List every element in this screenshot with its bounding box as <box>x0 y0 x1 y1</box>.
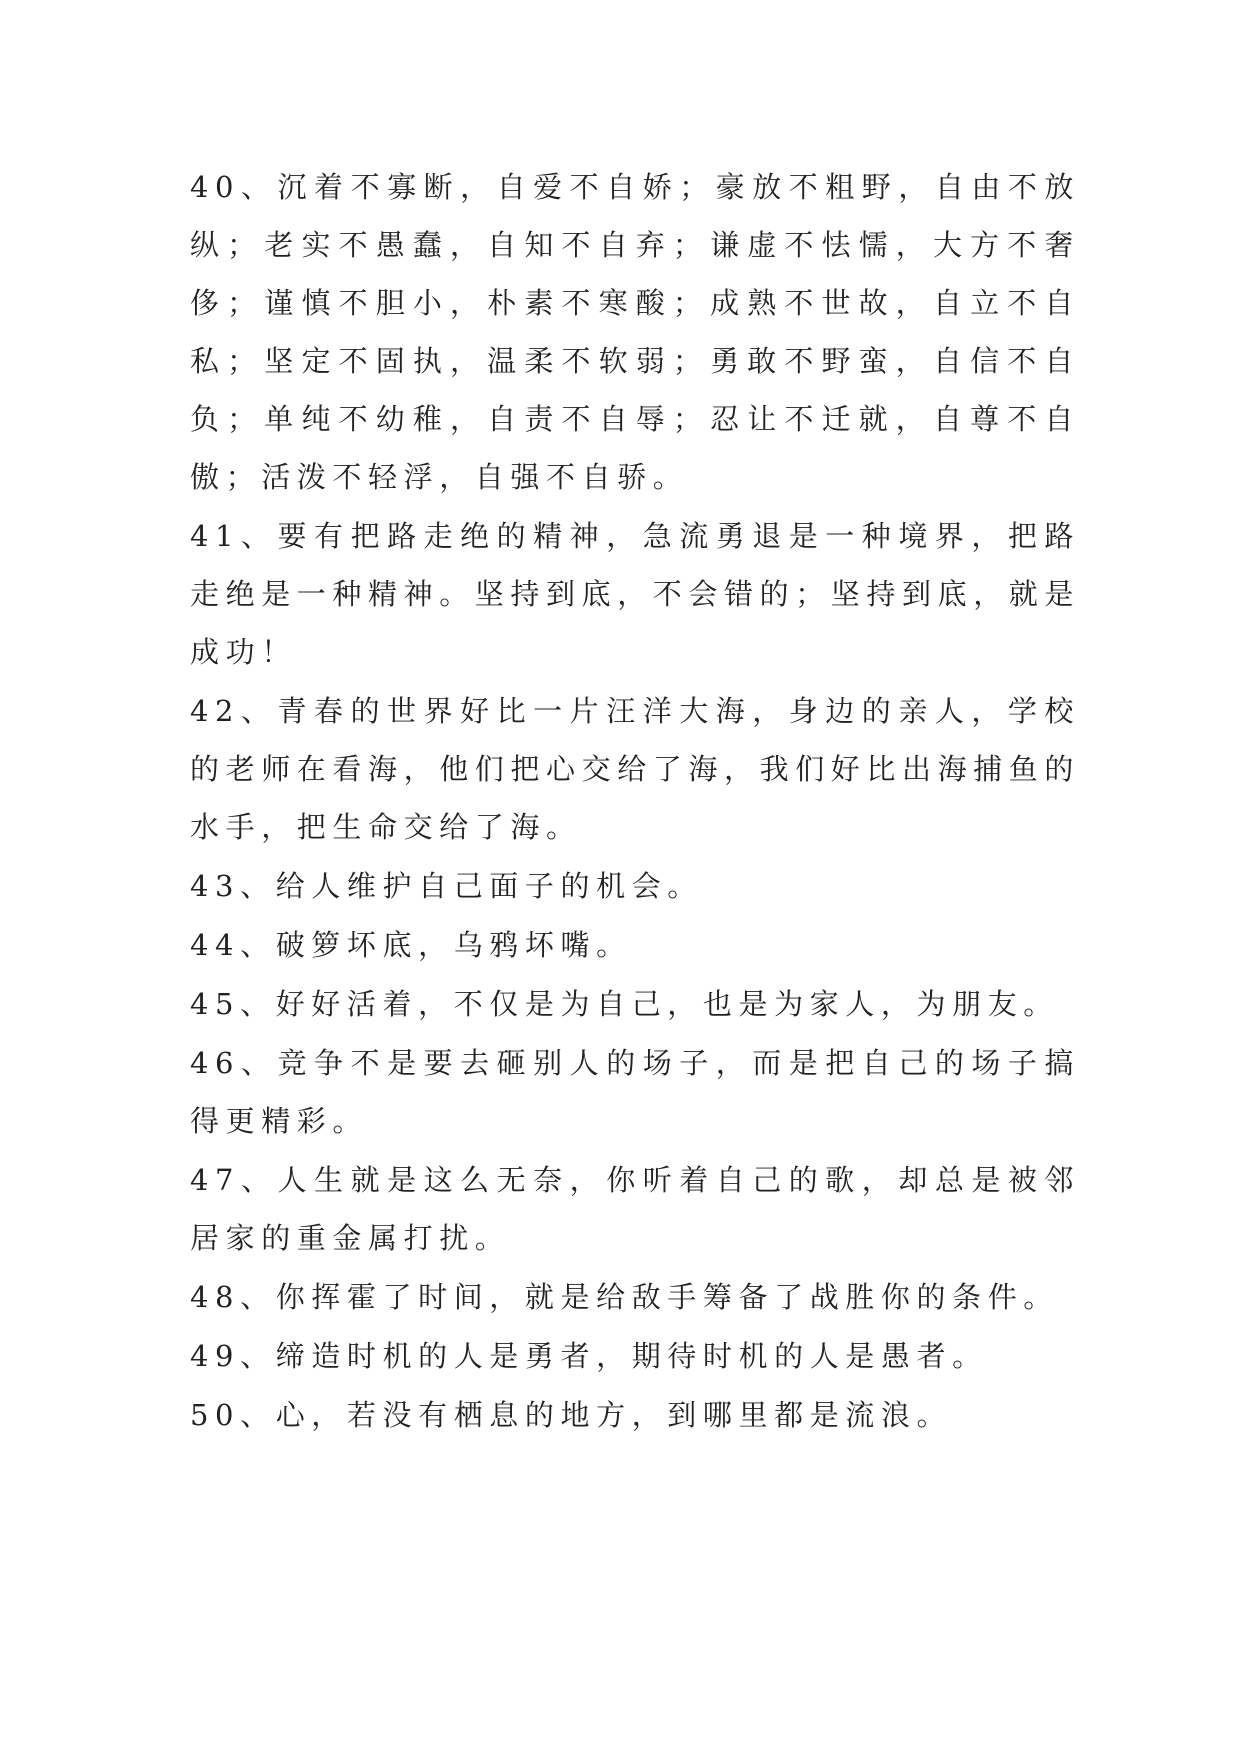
quote-entry-40: 40、沉着不寡断，自爱不自娇；豪放不粗野，自由不放纵；老实不愚蠢，自知不自弃；谦虚不怯懦，大方不奢侈；谨慎不胆小，朴素不寒酸；成熟不世故，自立不自私；坚定不固执，温柔不软弱；勇敢不野蛮，自信不自负；单纯不幼稚，自责不自辱；忍让不迁就，自尊不自傲；活泼不轻浮，自强不自骄。 <box>190 170 1080 494</box>
quote-entry-41: 41、要有把路走绝的精神，急流勇退是一种境界，把路走绝是一种精神。坚持到底，不会错的；坚持到底，就是成功！ <box>190 519 1081 669</box>
quote-entry-44: 44、破箩坏底，乌鸦坏嘴。 <box>190 928 632 962</box>
quote-entry-45: 45、好好活着，不仅是为自己，也是为家人，为朋友。 <box>190 987 1059 1021</box>
quote-entry-48: 48、你挥霍了时间，就是给敌手筹备了战胜你的条件。 <box>190 1280 1059 1314</box>
quote-entry-50: 50、心，若没有栖息的地方，到哪里都是流浪。 <box>190 1398 953 1432</box>
quote-entry-43: 43、给人维护自己面子的机会。 <box>190 869 703 903</box>
document-body <box>190 158 1080 1445</box>
quote-entry-49: 49、缔造时机的人是勇者，期待时机的人是愚者。 <box>190 1339 988 1373</box>
quote-entry-47: 47、人生就是这么无奈，你听着自己的歌，却总是被邻居家的重金属打扰。 <box>190 1163 1080 1255</box>
quote-entry-42: 42、青春的世界好比一片汪洋大海，身边的亲人，学校的老师在看海，他们把心交给了海，我们好比出海捕鱼的水手，把生命交给了海。 <box>190 694 1081 844</box>
quote-entry-46: 46、竞争不是要去砸别人的场子，而是把自己的场子搞得更精彩。 <box>190 1046 1080 1138</box>
